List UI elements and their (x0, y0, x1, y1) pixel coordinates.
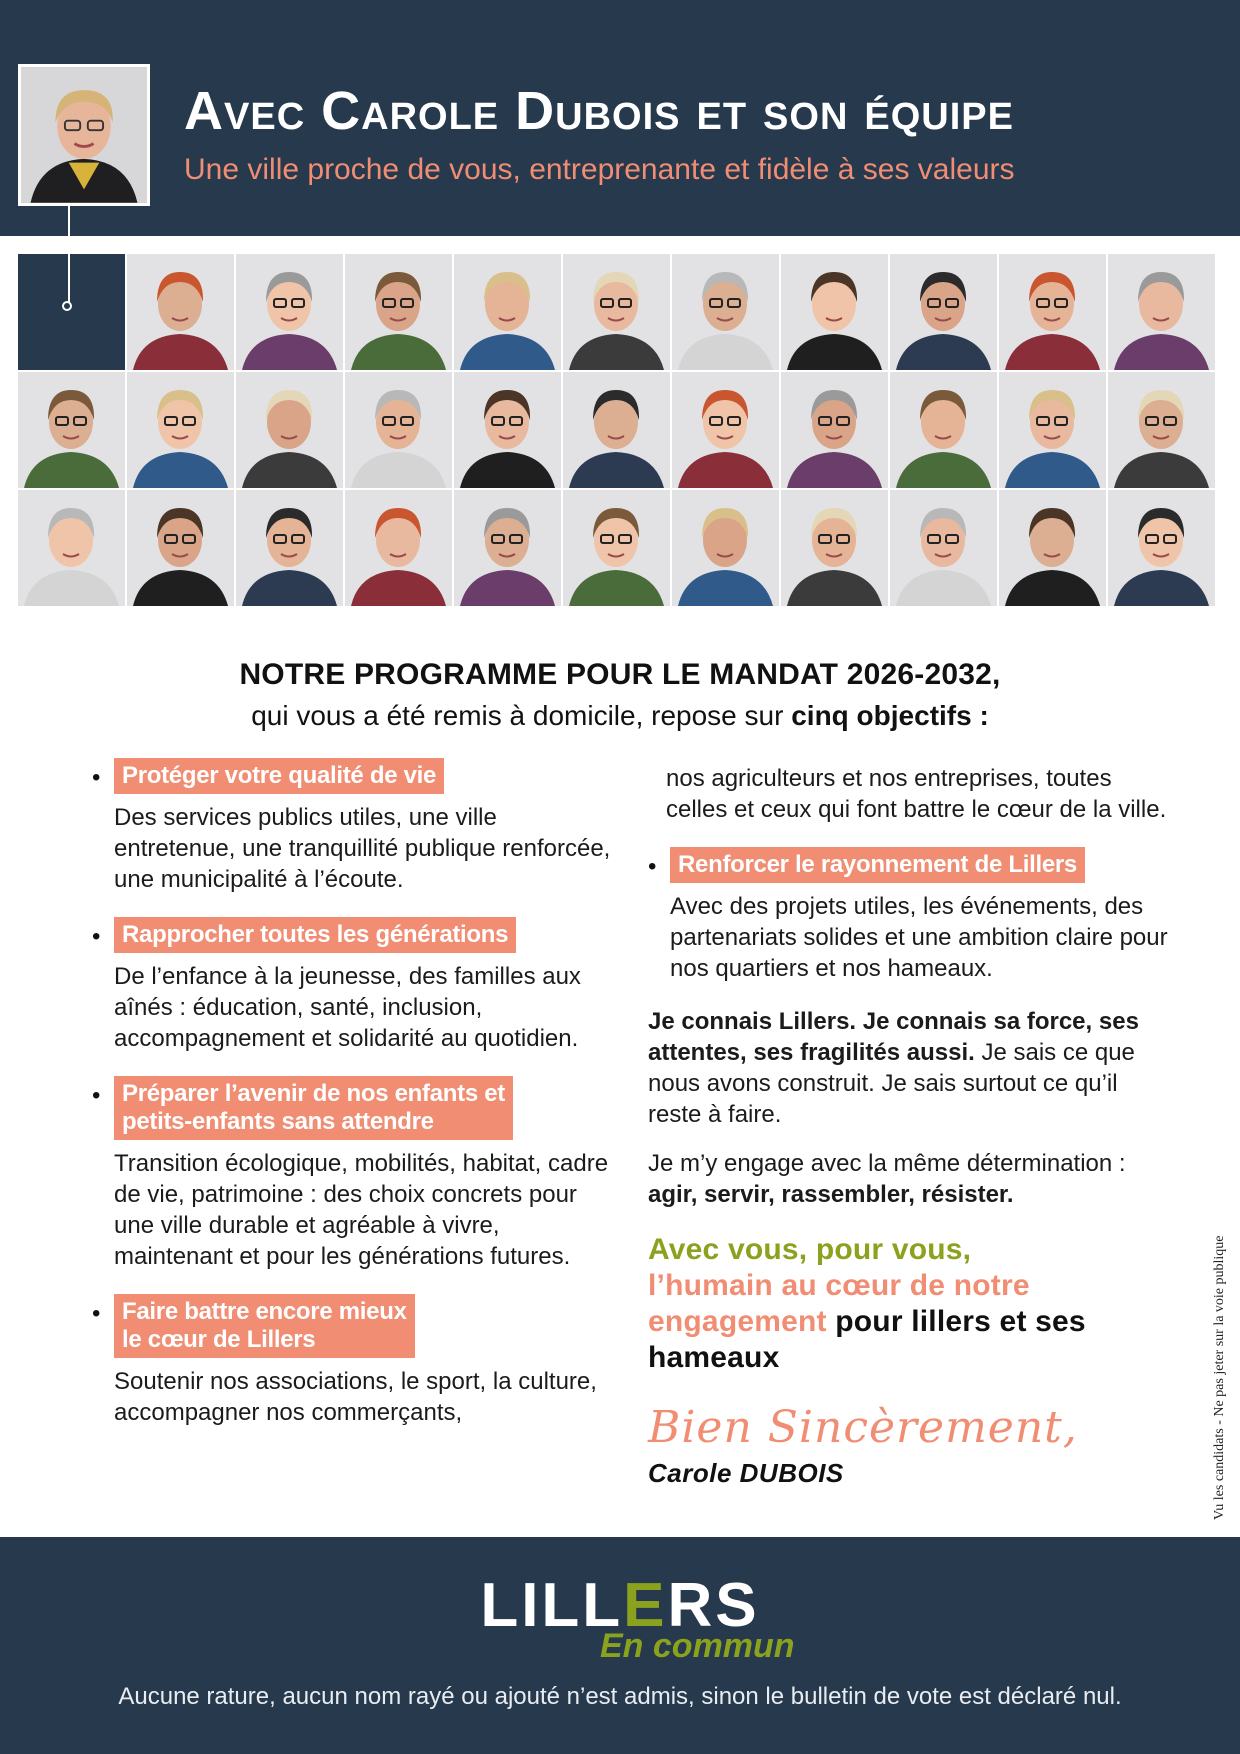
team-member-photo (1108, 372, 1215, 488)
portrait-image (781, 490, 888, 606)
team-member-photo (345, 490, 452, 606)
team-member-photo (18, 372, 125, 488)
portrait-image (999, 254, 1106, 370)
team-member-photo (563, 372, 670, 488)
team-member-photo (454, 372, 561, 488)
portrait-image (890, 372, 997, 488)
objective-title-line: petits-enfants sans attendre (122, 1108, 434, 1135)
team-member-photo (672, 372, 779, 488)
portrait-image (672, 254, 779, 370)
portrait-image (236, 490, 343, 606)
logo-subtitle: En commun (600, 1627, 795, 1665)
objective-description: Transition écologique, mobilités, habitat, cadre de vie, patrimoine : des choix concrets pour une ville durable et agréable à vivre, maintenant et pour les générations futures. (114, 1150, 609, 1270)
signature-handwritten: Bien Sincèrement, (648, 1402, 1078, 1453)
portrait-image (454, 372, 561, 488)
team-member-photo (127, 490, 234, 606)
connector-dot (62, 301, 72, 311)
portrait-image (563, 254, 670, 370)
portrait-image (999, 372, 1106, 488)
objective-title-line: le cœur de Lillers (122, 1326, 316, 1353)
team-member-photo (454, 254, 561, 370)
portrait-image (563, 490, 670, 606)
portrait-image (127, 372, 234, 488)
portrait-image (781, 254, 888, 370)
portrait-image (1108, 372, 1215, 488)
page-subtitle: Une ville proche de vous, entreprenante et fidèle à ses valeurs (184, 153, 1015, 186)
portrait-image (236, 372, 343, 488)
portrait-image (127, 254, 234, 370)
leader-portrait-photo (18, 64, 150, 206)
objective-continuation: nos agriculteurs et nos entreprises, toutes celles et ceux qui font battre le cœur de la ville. (666, 765, 1167, 823)
objective-title (114, 1294, 415, 1358)
signer-name: Carole DUBOIS (648, 1458, 844, 1488)
logo-text-e: E (623, 1571, 668, 1640)
bullet-icon: • (92, 1300, 101, 1327)
objective-item (92, 758, 622, 895)
team-member-photo (345, 372, 452, 488)
portrait-image (454, 490, 561, 606)
team-member-photo (781, 372, 888, 488)
portrait-image (672, 372, 779, 488)
statement-text: Je sais ce que nous avons construit. Je sais surtout ce qu’il reste à faire. (648, 1039, 1135, 1128)
objectives-right-column (648, 763, 1168, 1489)
slogan-salmon-line1: l’humain au cœur de notre (648, 1269, 1030, 1302)
portrait-image (345, 254, 452, 370)
bullet-icon: • (92, 764, 101, 791)
team-member-photo (672, 490, 779, 606)
connector-cell (18, 254, 125, 370)
objective-title-line: Rapprocher toutes les générations (122, 921, 509, 948)
team-member-photo (890, 254, 997, 370)
team-member-photo (127, 254, 234, 370)
portrait-image (345, 372, 452, 488)
objective-title-line: Préparer l’avenir de nos enfants et (122, 1080, 505, 1107)
team-member-photo (454, 490, 561, 606)
footer-banner (0, 1537, 1240, 1754)
objective-title-line: Protéger votre qualité de vie (122, 762, 437, 789)
portrait-image (345, 490, 452, 606)
team-member-photo (999, 490, 1106, 606)
team-member-photo (1108, 490, 1215, 606)
statement-bold: Je connais Lillers. Je connais sa force, ses attentes, ses fragilités aussi. (648, 1008, 1139, 1066)
team-member-photo (563, 254, 670, 370)
team-member-photo (890, 490, 997, 606)
commitment-paragraph (648, 1148, 1168, 1210)
portrait-image (236, 254, 343, 370)
slogan-salmon-line2: engagement (648, 1305, 827, 1338)
objective-title: Renforcer le rayonnement de Lillers (670, 847, 1085, 883)
portrait-image (18, 490, 125, 606)
team-photo-grid (18, 254, 1220, 606)
team-member-photo (999, 254, 1106, 370)
logo-text-part1: LILL (480, 1571, 624, 1640)
portrait-image (999, 490, 1106, 606)
team-member-photo (18, 490, 125, 606)
bullet-icon: • (92, 923, 101, 950)
program-sub-bold: cinq objectifs : (791, 700, 989, 731)
program-sub-text: qui vous a été remis à domicile, repose sur (251, 700, 792, 731)
objective-item (92, 917, 622, 1054)
team-member-photo (236, 490, 343, 606)
portrait-image (1108, 490, 1215, 606)
team-member-photo (127, 372, 234, 488)
portrait-image (454, 254, 561, 370)
campaign-slogan (648, 1232, 1168, 1376)
team-member-photo (890, 372, 997, 488)
portrait-image (21, 67, 147, 203)
portrait-image (890, 490, 997, 606)
team-member-photo (563, 490, 670, 606)
objective-item (92, 1294, 622, 1428)
portrait-image (1108, 254, 1215, 370)
statement-paragraph (648, 1006, 1168, 1130)
portrait-image (127, 490, 234, 606)
program-heading: NOTRE PROGRAMME POUR LE MANDAT 2026-2032, (239, 658, 1001, 691)
portrait-image (672, 490, 779, 606)
team-member-photo (781, 490, 888, 606)
team-member-photo (345, 254, 452, 370)
objective-title (114, 1076, 513, 1140)
slogan-black: pour lillers et ses hameaux (648, 1305, 1086, 1374)
objective-title-line: Faire battre encore mieux (122, 1298, 407, 1325)
commitment-text: Je m’y engage avec la même détermination : (648, 1150, 1126, 1177)
page-title: Avec Carole Dubois et son équipe (184, 81, 1014, 141)
logo-text-part2: RS (667, 1571, 760, 1640)
program-subheading (0, 700, 1240, 732)
team-member-photo (999, 372, 1106, 488)
team-member-photo (781, 254, 888, 370)
portrait-image (563, 372, 670, 488)
objective-title (114, 917, 516, 953)
objectives-left-column (92, 758, 622, 1450)
team-member-photo (236, 372, 343, 488)
objective-title (114, 758, 444, 794)
commitment-bold: agir, servir, rassembler, résister. (648, 1181, 1014, 1208)
ballot-notice: Aucune rature, aucun nom rayé ou ajouté n’est admis, sinon le bulletin de vote est déclaré nul. (118, 1683, 1122, 1710)
objective-item (648, 847, 1168, 984)
bullet-icon: • (92, 1082, 101, 1109)
objective-description: De l’enfance à la jeunesse, des familles aux aînés : éducation, santé, inclusion, accompagnement et solidarité au quotidien. (114, 963, 581, 1052)
team-member-photo (672, 254, 779, 370)
objective-description: Soutenir nos associations, le sport, la culture, accompagner nos commerçants, (114, 1368, 597, 1426)
legal-side-note: Vu les candidats - Ne pas jeter sur la voie publique (1212, 1235, 1227, 1520)
connector-line (68, 206, 70, 306)
portrait-image (781, 372, 888, 488)
portrait-image (18, 372, 125, 488)
objective-item (92, 1076, 622, 1272)
team-member-photo (1108, 254, 1215, 370)
objective-description: Des services publics utiles, une ville entretenue, une tranquillité publique renforcée, une municipalité à l’écoute. (114, 804, 611, 893)
bullet-icon: • (648, 853, 657, 880)
objective-description: Avec des projets utiles, les événements, des partenariats solides et une ambition claire pour nos quartiers et nos hameaux. (670, 893, 1168, 982)
team-member-photo (236, 254, 343, 370)
portrait-image (890, 254, 997, 370)
header-banner (0, 0, 1240, 236)
slogan-green: Avec vous, pour vous, (648, 1233, 972, 1266)
